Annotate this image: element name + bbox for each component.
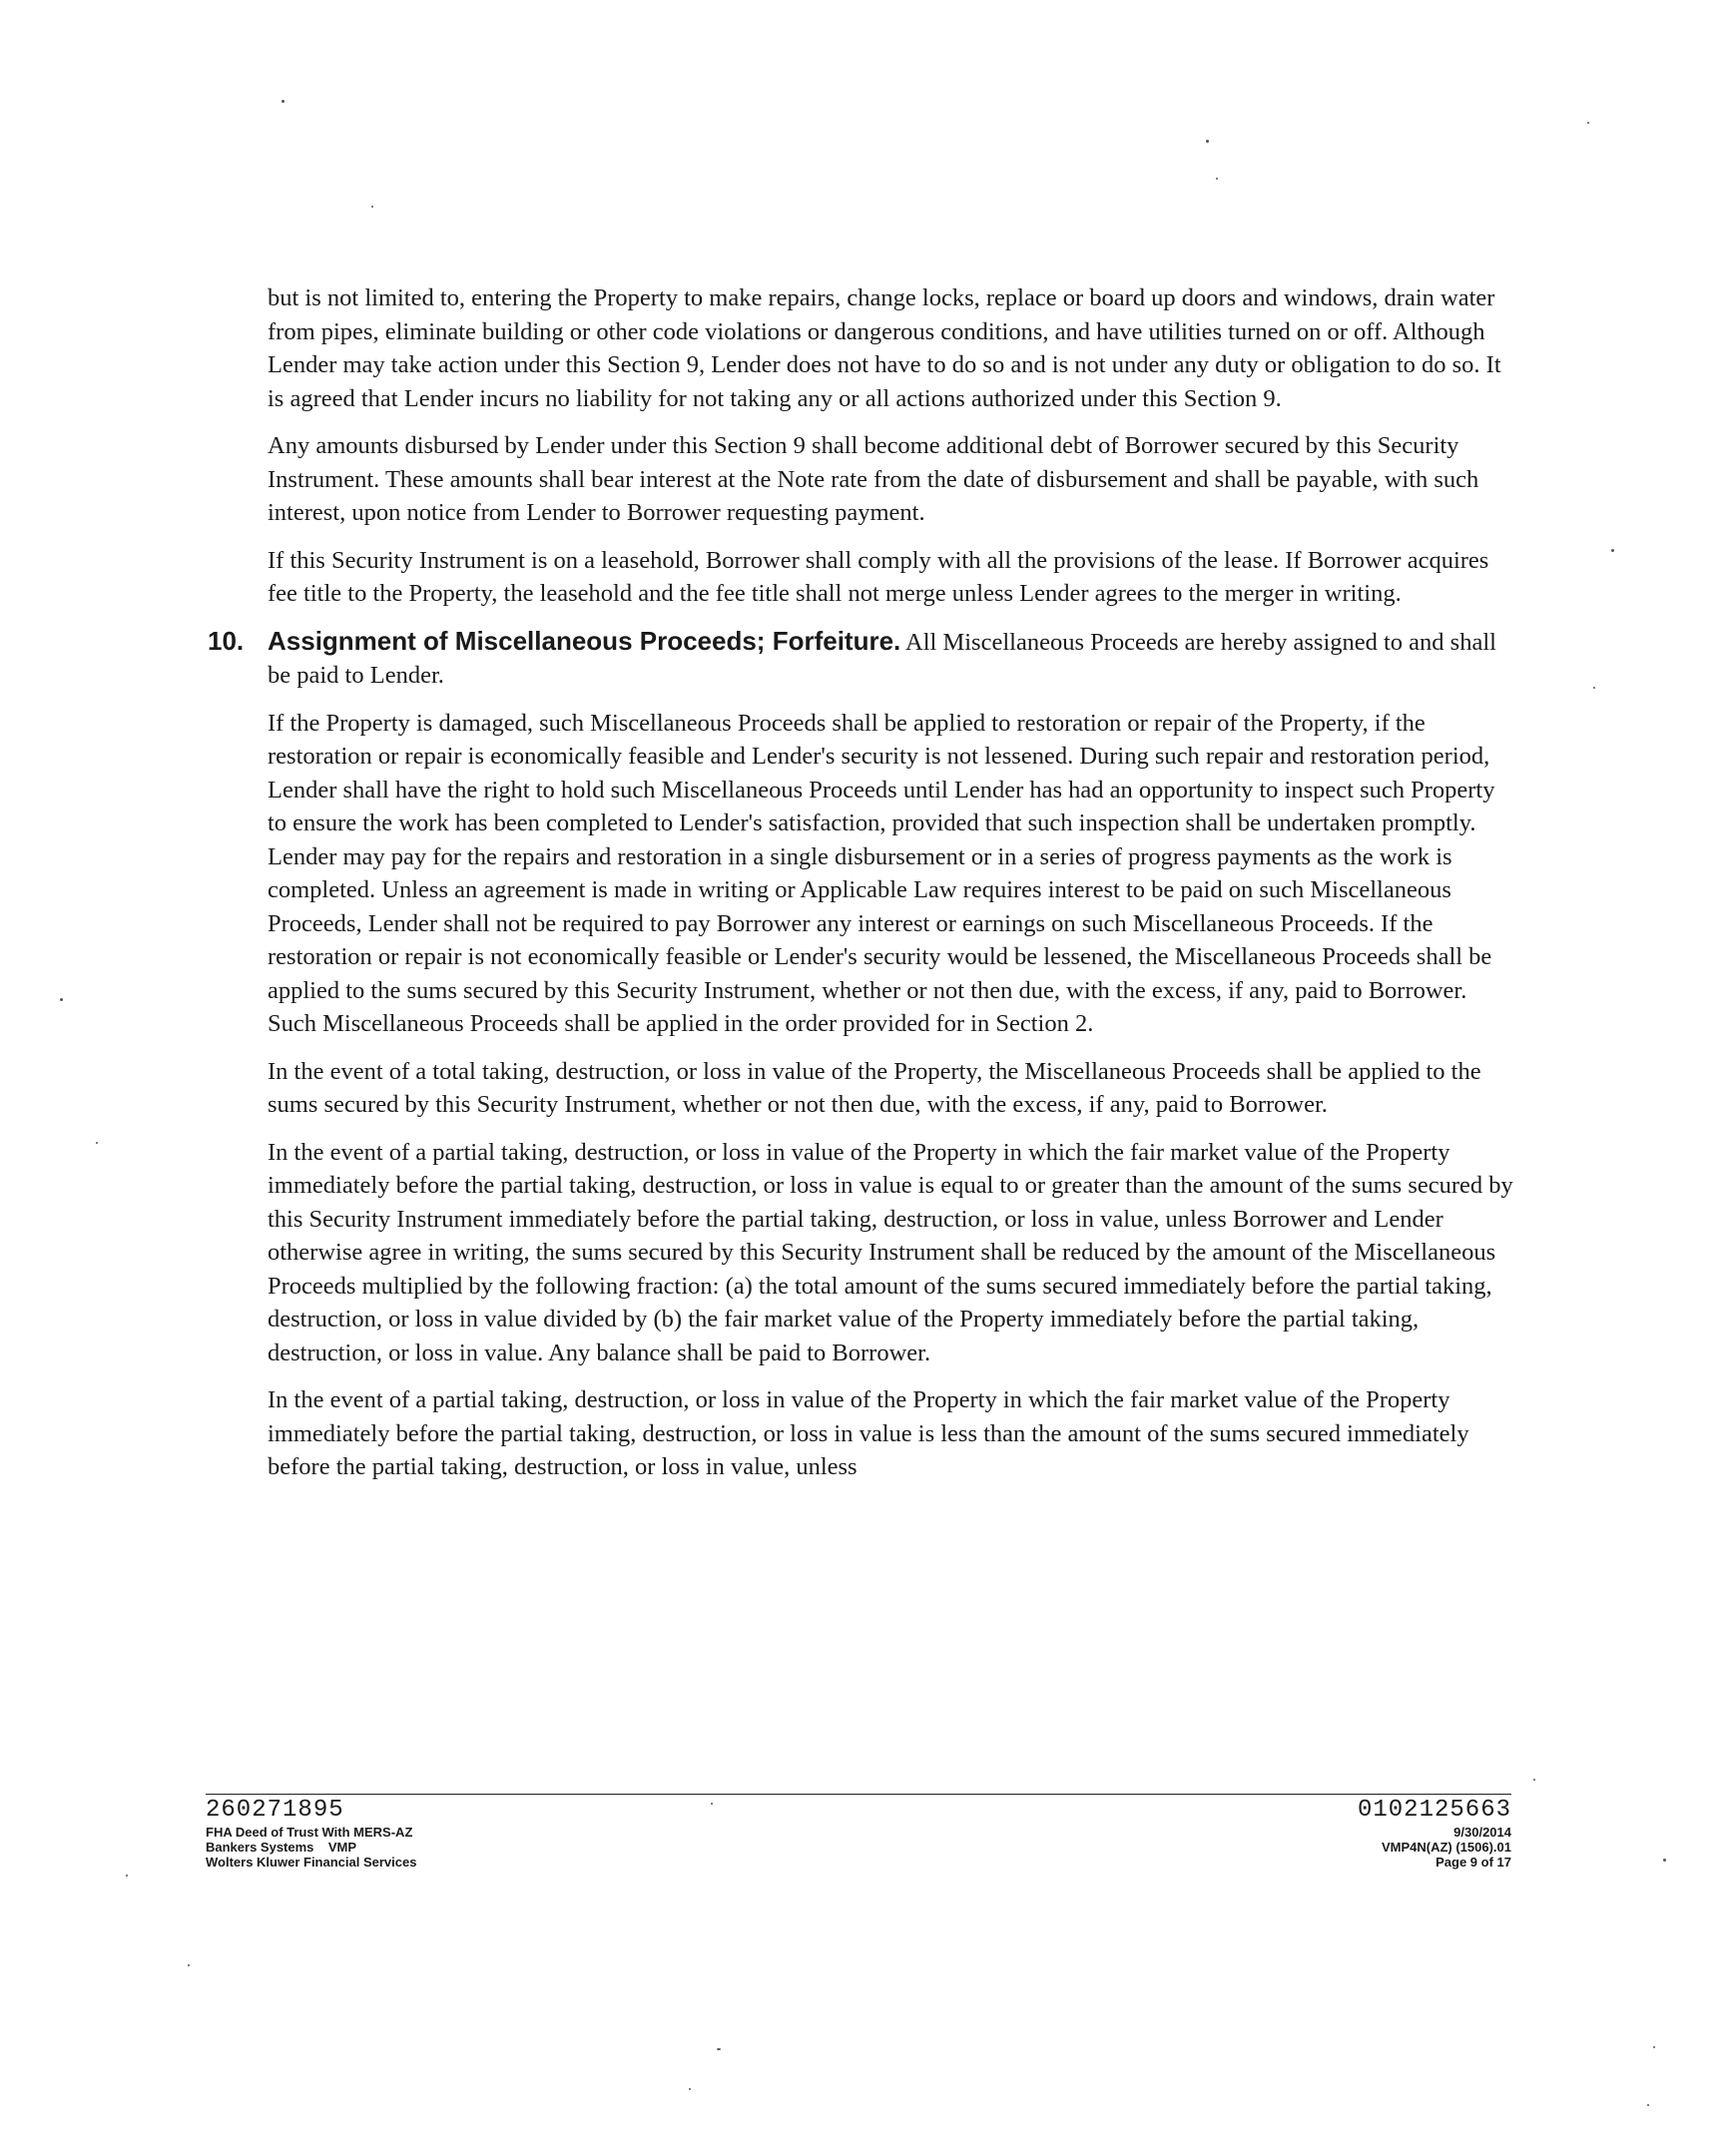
footer-right-number: 0102125663 [1357,1797,1511,1824]
scan-speck [1653,2046,1655,2048]
scan-speck [96,1142,98,1144]
footer-date: 9/30/2014 [1453,1825,1511,1840]
section-lead-text: All Miscellaneous Proceeds are hereby assigned to and shall be paid to Lender. [268,628,1496,689]
scan-speck [126,1875,128,1877]
paragraph-section9-continuation: but is not limited to, entering the Property to make repairs, change locks, replace or board up doors and windows, drain water from pipes, eliminate building or other code violations or dangerous conditions, and have utilities turned on or off. Although Lender may take action under this Section 9, Lender does not have to do so and is not under any duty or obligation to do so. It is agreed that Lender incurs no liability for not taking any or all actions authorized under this Section 9. [268,284,1501,412]
scan-speck [1647,2104,1649,2106]
scan-speck [717,2048,721,2050]
paragraph-partial-taking-less: In the event of a partial taking, destruction, or loss in value of the Property in which the fair market value of the Property immediately before the partial taking, destruction, or loss in value is less than the amount of the sums secured immediately before the partial taking, destruction, or loss in value, unless [268,1386,1469,1480]
footer-publisher: Bankers Systems VMP [206,1840,357,1855]
document-body [208,281,1513,1498]
paragraph-disbursed-amounts: Any amounts disbursed by Lender under this Section 9 shall become additional debt of Borrower secured by this Security Instrument. These amounts shall bear interest at the Note rate from the date of disbursement and shall be payable, with such interest, upon notice from Lender to Borrower requesting payment. [268,432,1479,526]
footer-right [1358,1797,1511,1870]
scan-speck [60,998,63,1001]
scan-speck [1611,549,1614,552]
scan-speck [1663,1859,1666,1862]
footer-left [206,1797,416,1870]
footer-divider [206,1794,1511,1795]
scan-speck [711,1803,713,1805]
footer-company: Wolters Kluwer Financial Services [206,1855,417,1870]
section-10-lead-paragraph [268,625,1513,693]
section-number: 10. [208,625,245,656]
paragraph-partial-taking-greater: In the event of a partial taking, destruction, or loss in value of the Property in which the fair market value of the Property immediately before the partial taking, destruction, or loss in value is equal to or greater than the amount of the sums secured by this Security Instrument immediately before the partial taking, destruction, or loss in value, unless Borrower and Lender otherwise agree in writing, the sums secured by this Security Instrument shall be reduced by the amount of the Miscellaneous Proceeds multiplied by the following fraction: (a) the total amount of the sums secured immediately before the partial taking, destruction, or loss in value divided by (b) the fair market value of the Property immediately before the partial taking, destruction, or loss in value. Any balance shall be paid to Borrower. [268,1138,1513,1366]
scan-speck [371,206,373,208]
scan-speck [1216,178,1218,180]
scan-speck [1587,122,1589,124]
scan-speck [1206,140,1209,143]
paragraph-leasehold: If this Security Instrument is on a leasehold, Borrower shall comply with all the provisions of the lease. If Borrower acquires fee title to the Property, the leasehold and the fee title shall not merge unless Lender agrees to the merger in writing. [268,546,1489,607]
section-heading: Assignment of Miscellaneous Proceeds; Forfeiture. [268,625,901,656]
footer-form-code: VMP4N(AZ) (1506).01 [1381,1840,1511,1855]
scan-speck [1593,687,1595,689]
scan-speck [689,2088,691,2090]
footer-left-number: 260271895 [206,1797,344,1824]
footer-form-title: FHA Deed of Trust With MERS-AZ [206,1825,413,1840]
paragraph-total-taking: In the event of a total taking, destruction, or loss in value of the Property, the Miscellaneous Proceeds shall be applied to the sums secured by this Security Instrument, whether or not then due, with the excess, if any, paid to Borrower. [268,1057,1481,1118]
scan-speck [282,100,285,103]
scan-speck [188,1964,190,1966]
section-10 [208,625,1513,693]
footer-page-number: Page 9 of 17 [1436,1855,1511,1870]
paragraph-property-damaged: If the Property is damaged, such Miscellaneous Proceeds shall be applied to restoration or repair of the Property, if the restoration or repair is economically feasible and Lender's security is not lessened. During such repair and restoration period, Lender shall have the right to hold such Miscellaneous Proceeds until Lender has had an opportunity to inspect such Property to ensure the work has been completed to Lender's satisfaction, provided that such inspection shall be undertaken promptly. Lender may pay for the repairs and restoration in a single disbursement or in a series of progress payments as the work is completed. Unless an agreement is made in writing or Applicable Law requires interest to be paid on such Miscellaneous Proceeds, Lender shall not be required to pay Borrower any interest or earnings on such Miscellaneous Proceeds. If the restoration or repair is not economically feasible or Lender's security would be lessened, the Miscellaneous Proceeds shall be applied to the sums secured by this Security Instrument, whether or not then due, with the excess, if any, paid to Borrower. Such Miscellaneous Proceeds shall be applied in the order provided for in Section 2. [268,709,1495,1037]
scan-speck [1533,1779,1535,1781]
